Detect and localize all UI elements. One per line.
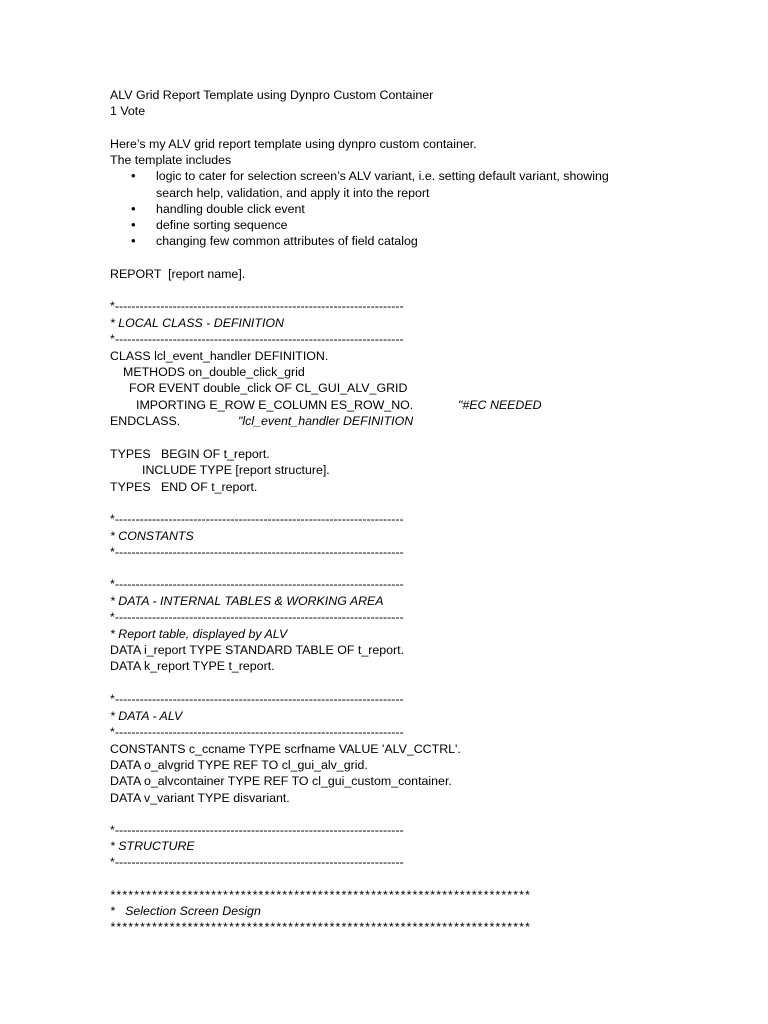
report-statement: REPORT [report name]. (110, 267, 246, 281)
comment-rule: *---------------------------------------------------------------------- (110, 545, 404, 559)
code-line: ENDCLASS. (110, 414, 181, 428)
bullet-icon: • (131, 217, 136, 232)
comment-rule: *---------------------------------------------------------------------- (110, 610, 404, 624)
comment-line: * DATA - ALV (110, 709, 183, 723)
intro-text: Here’s my ALV grid report template using dynpro custom container. (110, 137, 477, 151)
bullet-icon: • (131, 233, 136, 248)
comment-rule: *********************************************************************** (110, 920, 531, 934)
comment-line: * LOCAL CLASS - DEFINITION (110, 316, 284, 330)
comment-rule: *---------------------------------------------------------------------- (110, 823, 404, 837)
list-item: logic to cater for selection screen’s ALV variant, i.e. setting default variant, showing (156, 169, 609, 183)
comment-line: * Selection Screen Design (110, 904, 261, 918)
comment-rule: *---------------------------------------------------------------------- (110, 299, 404, 313)
code-line: DATA v_variant TYPE disvariant. (110, 791, 290, 805)
document-title: ALV Grid Report Template using Dynpro Custom Container (110, 88, 434, 102)
comment-rule: *---------------------------------------------------------------------- (110, 855, 404, 869)
list-item: handling double click event (156, 202, 305, 216)
comment-rule: *---------------------------------------------------------------------- (110, 332, 404, 346)
comment-rule: *---------------------------------------------------------------------- (110, 512, 404, 526)
list-item: changing few common attributes of field catalog (156, 234, 418, 248)
code-line: DATA o_alvcontainer TYPE REF TO cl_gui_custom_container. (110, 774, 452, 788)
code-line: INCLUDE TYPE [report structure]. (142, 463, 330, 477)
code-line: DATA i_report TYPE STANDARD TABLE OF t_report. (110, 643, 405, 657)
comment-line: * Report table, displayed by ALV (110, 627, 288, 641)
code-line: TYPES BEGIN OF t_report. (110, 447, 270, 461)
list-item: define sorting sequence (156, 218, 288, 232)
code-line: DATA k_report TYPE t_report. (110, 659, 275, 673)
code-comment: "lcl_event_handler DEFINITION (238, 414, 414, 428)
comment-line: * CONSTANTS (110, 529, 194, 543)
code-line: IMPORTING E_ROW E_COLUMN ES_ROW_NO. (136, 398, 414, 412)
vote-count: 1 Vote (110, 104, 146, 118)
comment-rule: *---------------------------------------------------------------------- (110, 577, 404, 591)
comment-line: * STRUCTURE (110, 839, 195, 853)
list-item-continuation: search help, validation, and apply it into the report (156, 186, 430, 200)
comment-rule: *---------------------------------------------------------------------- (110, 692, 404, 706)
code-line: TYPES END OF t_report. (110, 480, 258, 494)
bullet-icon: • (131, 201, 136, 216)
bullet-icon: • (131, 168, 136, 183)
comment-line: * DATA - INTERNAL TABLES & WORKING AREA (110, 594, 384, 608)
code-line: CLASS lcl_event_handler DEFINITION. (110, 349, 329, 363)
code-line: METHODS on_double_click_grid (123, 365, 305, 379)
code-line: FOR EVENT double_click OF CL_GUI_ALV_GRID (129, 381, 408, 395)
code-line: DATA o_alvgrid TYPE REF TO cl_gui_alv_grid. (110, 758, 368, 772)
includes-label: The template includes (110, 153, 232, 167)
comment-rule: *---------------------------------------------------------------------- (110, 725, 404, 739)
comment-rule: *********************************************************************** (110, 888, 531, 902)
code-comment: "#EC NEEDED (458, 398, 542, 412)
code-line: CONSTANTS c_ccname TYPE scrfname VALUE 'ALV_CCTRL'. (110, 742, 461, 756)
